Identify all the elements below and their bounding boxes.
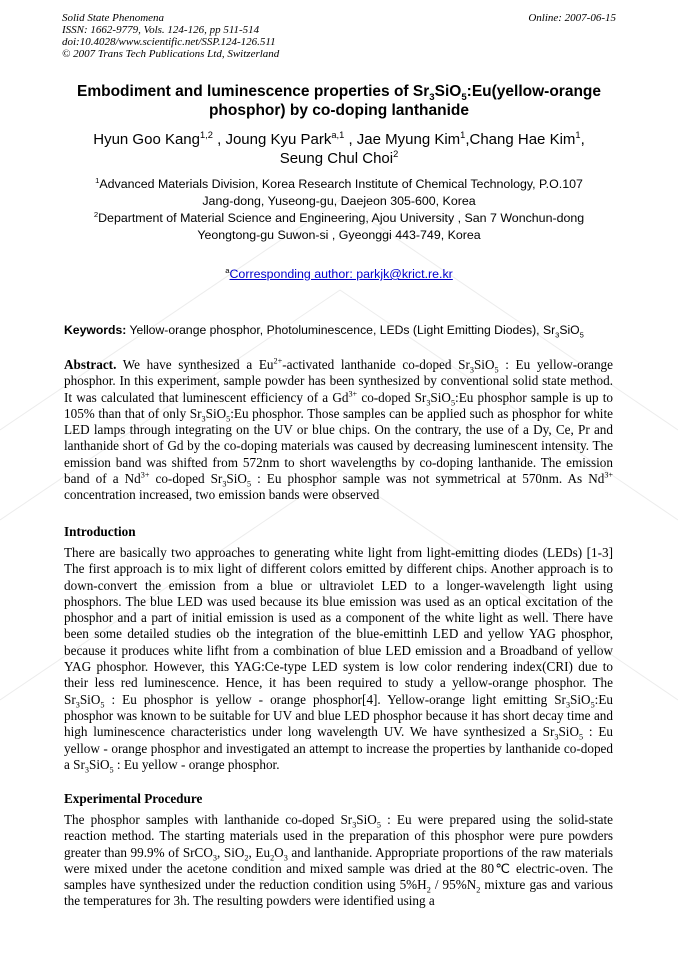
author-name: , Jae Myung Kim [344,131,461,148]
introduction-sub: 5 [109,765,114,775]
keywords-text: Yellow-orange phosphor, Photoluminescence, LEDs (Light Emitting Diodes), Sr [126,323,556,337]
abstract-text: co-doped Sr [149,471,223,487]
introduction-span: SiO [79,691,101,707]
experimental-heading: Experimental Procedure [64,791,203,806]
experimental-sub: 2 [476,885,481,895]
title-text: Embodiment and luminescence properties of Sr [76,83,430,100]
abstract-sub: 5 [494,365,499,375]
abstract-sup: 3+ [140,470,150,480]
experimental-span: O [274,844,284,860]
affiliation-text: Department of Material Science and Engineering, Ajou University , San 7 Wonchun-dong [98,211,585,225]
introduction-sub: 5 [578,732,584,742]
abstract-label: Abstract. [64,357,117,372]
abstract-sub: 5 [246,479,252,489]
introduction-span: : Eu phosphor is yellow - orange phosphor[4]. Yellow-orange light emitting Sr [104,691,566,707]
experimental-span: The phosphor samples with lanthanide co-doped Sr [64,812,353,827]
abstract-sup: 3+ [348,389,358,399]
copyright-line: © 2007 Trans Tech Publications Ltd, Switzerland [62,48,280,60]
abstract-sub: 3 [426,398,431,408]
introduction-sub: 3 [565,700,571,710]
experimental-span: : Eu were prepared using the solid-state reaction method. The starting materials used in the preparation of this phosphor were pure powders greater than 99.9% of SrCO [64,812,613,860]
abstract-text: We have synthesized a Eu [116,357,274,372]
abstract-sub: 3 [222,479,227,489]
affiliation-text: Advanced Materials Division, Korea Research Institute of Chemical Technology, P.O.107 [99,177,583,191]
introduction-span: SiO [558,724,579,740]
abstract-text: SiO [226,471,247,487]
title-text: SiO [434,83,462,100]
introduction-span: : Eu yellow - orange phosphor and investigated an attempt to increase the properties by lanthanide co-doped a Sr [64,724,613,772]
abstract [64,357,613,504]
experimental-sub: 3 [212,853,217,863]
author-name: Seung Chul Choi [279,150,394,167]
introduction-span: SiO [88,756,110,772]
issn-line: ISSN: 1662-9779, Vols. 124-126, pp 511-514 [62,24,260,36]
experimental-span: , SiO [216,844,245,860]
abstract-text: SiO [473,357,495,372]
experimental-sub: 2 [244,853,249,863]
author-affiliation-mark: 1,2 [200,130,213,140]
introduction-heading: Introduction [64,524,136,539]
introduction-sub: 3 [75,700,80,710]
abstract-text: SiO [205,405,227,421]
affiliation-number: 1 [95,175,100,185]
introduction-span: :Eu phosphor was known to be suitable for UV and blue LED phosphor because it has short decay time and high luminescence characteristics under long wavelength UV. We have synthesized a Sr [64,691,613,740]
abstract-text: : Eu yellow-orange phosphor. In this experiment, sample powder has been synthesized by conventional solid state method. It was calculated that luminescent efficiency of a Gd [64,357,614,405]
introduction-sub: 5 [590,700,595,710]
experimental-span: , Eu [248,844,271,860]
affiliation-2 [62,210,616,244]
abstract-sup: 2+ [273,356,283,366]
author-name: Hyun Goo Kang [93,131,200,148]
author-affiliation-mark: 1 [575,130,581,140]
keywords-label: Keywords: [64,323,127,337]
experimental-text [64,812,613,910]
abstract-sub: 5 [450,398,456,408]
abstract-sub: 3 [469,365,474,375]
author-list [62,130,616,168]
keywords [64,323,616,340]
title-sub: 3 [429,92,435,104]
journal-name: Solid State Phenomena [62,12,165,24]
abstract-text: :Eu phosphor sample is up to 105% than that of only Sr [64,389,613,421]
corresponding-author [62,267,616,281]
author-name: , Joung Kyu Park [212,131,332,148]
keywords-sub: 5 [579,330,584,340]
online-date: Online: 2007-06-15 [528,12,616,24]
journal-header [62,12,279,60]
author-affiliation-mark: a,1 [331,130,345,140]
experimental-sub: 2 [270,853,275,863]
experimental-sub: 3 [283,853,288,863]
author-affiliation-mark: 1 [460,130,466,140]
affiliation-text: Yeongtong-gu Suwon-si , Gyeonggi 443-749, Korea [197,228,481,242]
affiliation-text: Jang-dong, Yuseong-gu, Daejeon 305-600, Korea [202,194,476,208]
introduction-sub: 3 [554,732,559,742]
abstract-text: -activated lanthanide co-doped Sr [282,357,470,372]
title-sub: 5 [461,92,467,104]
introduction-text [64,545,613,773]
introduction-span: There are basically two approaches to generating white light from light-emitting diodes (LEDs) [1-3] The first approach is to mix light of different colors emitted by different chips. Another approach is to down-convert the emission from a blue or ultraviolet LED to a longer-wavelength light using phosphors. The blue LED was used because its blue emission was used as an optical excitation of the phosphor and a part of initial emission is used as a component of the white light as well. There have been some detailed studies ob the integration of the blue-emittinh LED and yellow YAG phosphor, because it produces white lifht from a combination of blue LED emission and a Broadband of yellow YAG phosphor. However, this YAG:Ce-type LED system is low color rendering index(CRI) due to their less red luminescence. Hence, it has been required to study a yellow-orange phosphor. The Sr [64,545,613,707]
affiliation-1 [62,176,616,210]
introduction-span: SiO [570,691,591,707]
abstract-text: concentration increased, two emission bands were observed [64,487,380,503]
abstract-text: co-doped Sr [357,389,427,405]
keywords-text: SiO [559,323,580,337]
doi-line: doi:10.4028/www.scientific.net/SSP.124-126.511 [62,36,276,48]
affiliation-number: 2 [93,209,99,219]
abstract-text: SiO [430,389,451,405]
experimental-sub: 5 [376,820,381,830]
paper-title [62,82,616,120]
experimental-span: / 95%N [430,877,477,893]
introduction-sub: 5 [100,700,105,710]
experimental-span: SiO [356,812,377,827]
corresponding-author-email-link[interactable]: Corresponding author: parkjk@krict.re.kr [229,267,453,281]
keywords-sub: 3 [555,330,560,340]
introduction-span: : Eu yellow - orange phosphor. [113,756,280,772]
author-separator: , [580,131,585,148]
author-affiliation-mark: 2 [393,149,399,159]
abstract-text: :Eu phosphor. Those samples can be applied such as phosphor for white LED lamps through integrating on the UV or blue chips. On the contrary, the use of a Dy, Ce, Pr and lanthanide short of Gd by the co-doping materials was caused by decreasing luminescent intensity. The emission band was shifted from 572nm to short wavelengths by co-doping lanthanide. The emission band of a Nd [64,405,613,487]
experimental-sub: 2 [426,885,431,895]
experimental-sub: 3 [352,820,357,830]
abstract-text: : Eu phosphor sample was not symmetrical at 570nm. As Nd [251,471,605,487]
title-text: :Eu(yellow-orange phosphor) by co-doping lanthanide [208,83,602,119]
abstract-sub: 5 [226,414,231,424]
abstract-sup: 3+ [604,470,614,480]
experimental-span: mixture gas and various the temperatures for 3h. The resulting powders were identified using a [64,877,613,909]
corresponding-mark: a [225,265,230,275]
author-name: ,Chang Hae Kim [465,131,576,148]
experimental-span: and lanthanide. Appropriate proportions of the raw materials were mixed under the acetone condition and mixed sample was dried at the 80℃ electric-oven. The samples have synthesized under the reduction condition using 5%H [64,844,613,893]
introduction-sub: 3 [84,765,89,775]
abstract-sub: 3 [201,414,206,424]
